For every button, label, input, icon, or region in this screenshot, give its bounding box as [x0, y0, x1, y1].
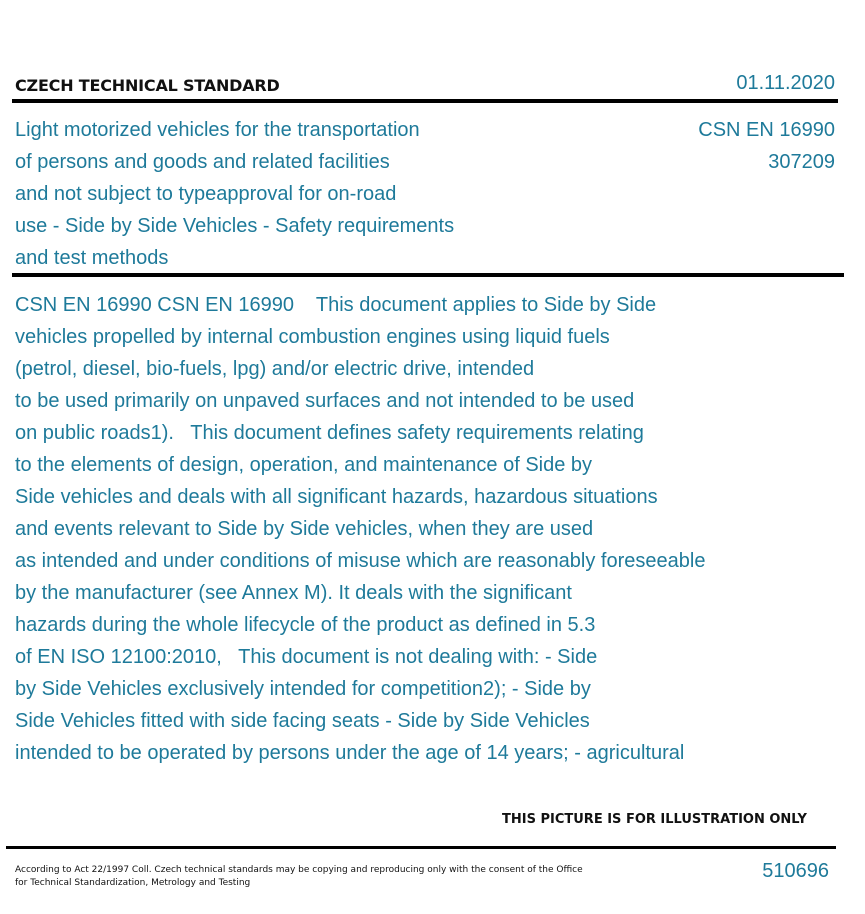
publication-date: 01.11.2020	[736, 72, 835, 94]
abstract-line: vehicles propelled by internal combustion engines using liquid fuels	[15, 326, 610, 348]
abstract-line: of EN ISO 12100:2010, This document is not dealing with: - Side	[15, 646, 598, 668]
header-divider	[12, 99, 838, 103]
abstract-line: and events relevant to Side by Side vehicles, when they are used	[15, 518, 594, 540]
abstract-line: hazards during the whole lifecycle of the product as defined in 5.3	[15, 614, 596, 636]
copyright-line: According to Act 22/1997 Coll. Czech technical standards may be copying and reproducing only with the consent of the Office	[15, 865, 583, 875]
abstract-line: intended to be operated by persons under the age of 14 years; - agricultural	[15, 742, 685, 764]
standard-title	[15, 114, 575, 274]
abstract-line: Side Vehicles fitted with side facing seats - Side by Side Vehicles	[15, 710, 590, 732]
abstract-line: to the elements of design, operation, and maintenance of Side by	[15, 454, 593, 476]
title-line: Light motorized vehicles for the transportation	[15, 119, 420, 141]
abstract-line: as intended and under conditions of misuse which are reasonably foreseeable	[15, 550, 706, 572]
standard-identifiers	[698, 114, 835, 178]
abstract-line: to be used primarily on unpaved surfaces and not intended to be used	[15, 390, 635, 412]
class-number: 307209	[768, 151, 835, 173]
title-line: of persons and goods and related facilities	[15, 151, 390, 173]
abstract-line: CSN EN 16990 CSN EN 16990 This document applies to Side by Side	[15, 294, 657, 316]
abstract-text	[15, 289, 835, 769]
standard-code: CSN EN 16990	[698, 119, 835, 141]
illustration-disclaimer: THIS PICTURE IS FOR ILLUSTRATION ONLY	[502, 812, 807, 827]
copyright-notice	[15, 864, 615, 890]
abstract-line: (petrol, diesel, bio-fuels, lpg) and/or electric drive, intended	[15, 358, 535, 380]
abstract-line: on public roads1). This document defines safety requirements relating	[15, 422, 644, 444]
copyright-line: for Technical Standardization, Metrology and Testing	[15, 878, 251, 888]
title-line: and test methods	[15, 247, 169, 269]
title-divider	[12, 273, 844, 277]
document-number: 510696	[762, 860, 829, 882]
abstract-line: Side vehicles and deals with all significant hazards, hazardous situations	[15, 486, 658, 508]
footer-divider	[6, 846, 836, 849]
abstract-line: by the manufacturer (see Annex M). It deals with the significant	[15, 582, 572, 604]
title-line: and not subject to typeapproval for on-road	[15, 183, 397, 205]
title-line: use - Side by Side Vehicles - Safety requirements	[15, 215, 455, 237]
abstract-line: by Side Vehicles exclusively intended for competition2); - Side by	[15, 678, 591, 700]
document-type-label: CZECH TECHNICAL STANDARD	[15, 76, 280, 95]
